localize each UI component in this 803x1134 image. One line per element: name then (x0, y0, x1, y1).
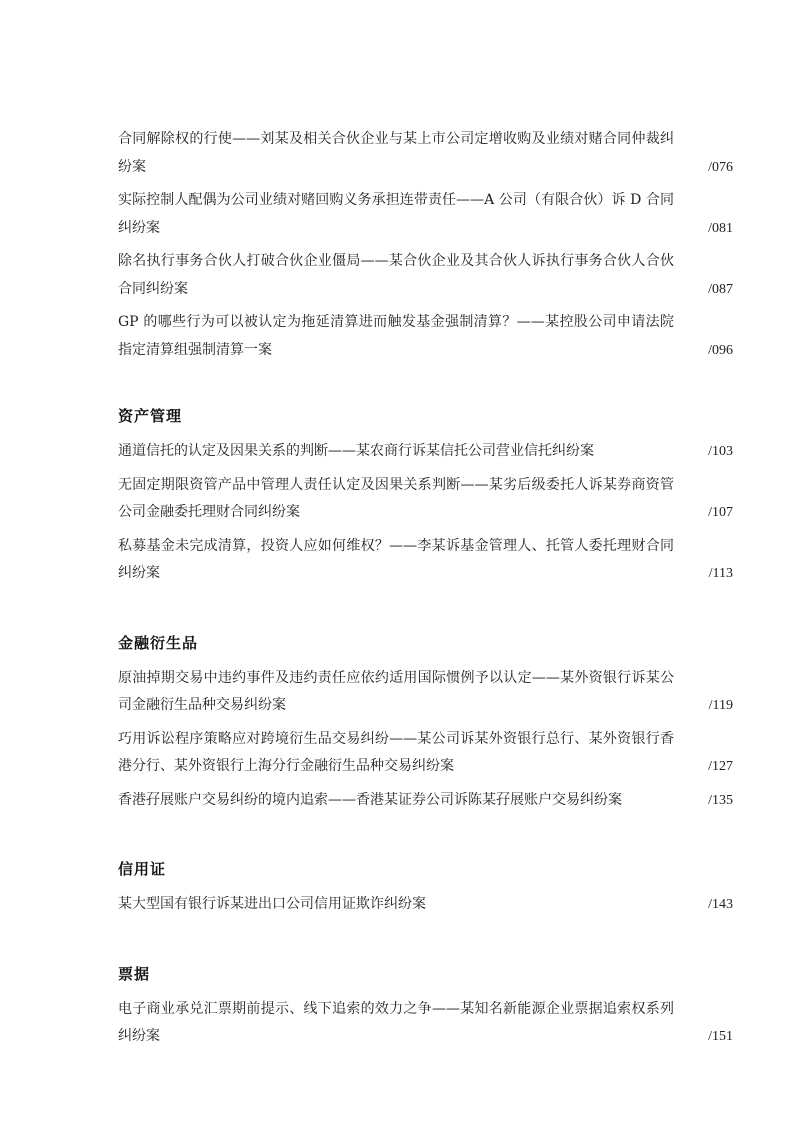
toc-entry-page: /119 (708, 698, 733, 713)
toc-entry-title: 原油掉期交易中违约事件及违约责任应依约适用国际惯例予以认定——某外资银行诉某公司金融衍生品种交易纠纷案 (118, 669, 674, 713)
toc-entry[interactable] (118, 787, 733, 815)
toc-entry-title: 实际控制人配偶为公司业绩对赌回购义务承担连带责任——A 公司（有限合伙）诉 D 合同纠纷案 (118, 192, 674, 236)
section-spacer (118, 925, 733, 964)
toc-entry-page: /113 (708, 566, 733, 581)
toc-entry-page: /076 (708, 159, 733, 175)
toc-entry[interactable] (118, 996, 733, 1051)
toc-entry-title: 私募基金未完成清算，投资人应如何维权？——李某诉基金管理人、托管人委托理财合同纠纷案 (118, 537, 674, 581)
toc-section-financial-derivatives (118, 633, 733, 815)
toc-entry-title: 某大型国有银行诉某进出口公司信用证欺诈纠纷案 (118, 896, 426, 912)
table-of-contents (118, 126, 733, 1057)
section-spacer (118, 820, 733, 859)
toc-entry[interactable] (118, 438, 733, 466)
toc-entry-page: /135 (708, 792, 733, 808)
toc-entry-title: 巧用诉讼程序策略应对跨境衍生品交易纠纷——某公司诉某外资银行总行、某外资银行香港分行、某外资银行上海分行金融衍生品种交易纠纷案 (118, 730, 674, 774)
toc-entry[interactable] (118, 726, 733, 781)
toc-entry[interactable] (118, 533, 733, 588)
toc-entry[interactable] (118, 248, 733, 303)
toc-entry-page: /151 (708, 1029, 733, 1044)
section-heading: 资产管理 (118, 407, 183, 425)
toc-entry-page: /107 (708, 505, 733, 520)
toc-entry-page: /143 (708, 897, 733, 912)
toc-section-asset-management (118, 406, 733, 588)
toc-entry[interactable] (118, 126, 733, 181)
section-heading: 信用证 (118, 860, 167, 878)
toc-entry-title: 无固定期限资管产品中管理人责任认定及因果关系判断——某劣后级委托人诉某券商资管公司金融委托理财合同纠纷案 (118, 476, 674, 520)
section-heading: 票据 (118, 964, 151, 983)
toc-entry-page: /103 (708, 444, 733, 459)
section-spacer (118, 370, 733, 406)
toc-entry[interactable] (118, 309, 733, 364)
toc-entry[interactable] (118, 187, 733, 242)
toc-entry-title: 香港孖展账户交易纠纷的境内追索——香港某证券公司诉陈某孖展账户交易纠纷案 (118, 791, 622, 808)
toc-entry-title: GP 的哪些行为可以被认定为拖延清算进而触发基金强制清算？——某控股公司申请法院指定清算组强制清算一案 (118, 314, 674, 358)
section-spacer (118, 594, 733, 633)
toc-entry[interactable] (118, 891, 733, 919)
toc-entry-title: 通道信托的认定及因果关系的判断——某农商行诉某信托公司营业信托纠纷案 (118, 443, 594, 459)
toc-entry-page: /087 (708, 281, 733, 297)
toc-entry-page: /127 (708, 759, 733, 774)
toc-section-bills (118, 964, 733, 1051)
toc-entry-title: 电子商业承兑汇票期前提示、线下追索的效力之争——某知名新能源企业票据追索权系列纠纷案 (118, 1000, 674, 1044)
toc-entry-page: /096 (708, 342, 733, 358)
toc-entry-title: 除名执行事务合伙人打破合伙企业僵局——某合伙企业及其合伙人诉执行事务合伙人合伙合同纠纷案 (118, 253, 674, 297)
toc-entry-page: /081 (708, 220, 733, 236)
toc-entry-title: 合同解除权的行使——刘某及相关合伙企业与某上市公司定增收购及业绩对赌合同仲裁纠纷案 (118, 131, 674, 175)
toc-entry[interactable] (118, 665, 733, 720)
toc-section-partnership (118, 126, 733, 364)
toc-entry[interactable] (118, 472, 733, 527)
section-heading: 金融衍生品 (118, 633, 199, 652)
toc-section-letter-of-credit (118, 859, 733, 919)
